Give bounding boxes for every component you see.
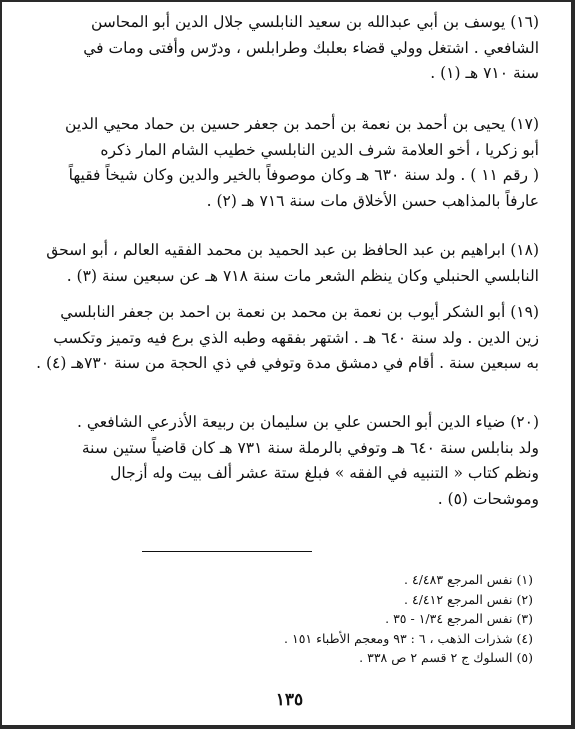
entry-line: (١٦) يوسف بن أبي عبدالله بن سعيد النابلسي جلال الدين أبو المحاسن (90, 13, 539, 31)
footnote: (٢) نفس المرجع ٤/٤١٢ . (404, 591, 533, 607)
entry-line: زين الدين . ولد سنة ٦٤٠ هـ . اشتهر بفقهه وطبه الذي برع فيه وتميز وتكسب (53, 328, 539, 347)
entry-line: (١٧) يحيى بن أحمد بن نعمة بن أحمد بن جعفر حسين بن حماد محيي الدين (65, 115, 539, 133)
footnote: (٥) السلوك ج ٢ قسم ٢ ص ٣٣٨ . (359, 650, 533, 665)
entry-17 (65, 112, 539, 214)
entry-line: (٢٠) ضياء الدين أبو الحسن علي بن سليمان بن ربيعة الأذرعي الشافعي . (77, 413, 539, 431)
entry-line: ( رقم ١١ ) . ولد سنة ٦٣٠ هـ وكان موصوفاً بالخير والدين وكان شيخاً فقيهاً (68, 166, 539, 184)
footnote: (١) نفس المرجع ٤/٤٨٣ . (404, 572, 533, 587)
entry-line: ولد بنابلس سنة ٦٤٠ هـ وتوفي بالرملة سنة ٧٣١ هـ كان قاضياً ستين سنة (81, 438, 539, 457)
footnote: (٣) نفس المرجع ١/٣٤ - ٣٥ . (385, 611, 533, 626)
page-number: ١٣٥ (275, 690, 304, 710)
entry-line: (١٩) أبو الشكر أيوب بن نعمة بن محمد بن نعمة بن احمد بن جعفر النابلسي (60, 303, 539, 321)
footnote-divider (142, 551, 312, 552)
entry-19 (36, 300, 539, 377)
entry-line: سنة ٧١٠ هـ (١) . (430, 64, 539, 82)
entry-line: النابلسي الحنبلي وكان ينظم الشعر مات سنة ٧١٨ هـ عن سبعين سنة (٣) . (66, 266, 539, 285)
entry-line: الشافعي . اشتغل وولي قضاء بعلبك وطرابلس ، ودرّس وأفتى ومات في (83, 38, 539, 57)
entry-line: أبو زكريا ، أخو العلامة شرف الدين النابلسي خطيب الشام المار ذكره (100, 140, 539, 159)
entry-20 (77, 410, 539, 512)
footnote: (٤) شذرات الذهب ، ٦ : ٩٣ ومعجم الأطباء ١٥١ . (284, 630, 533, 646)
footnotes (233, 570, 533, 668)
entry-16 (83, 10, 539, 87)
entry-line: وموشحات (٥) . (437, 489, 539, 508)
entry-18 (46, 238, 539, 289)
entry-line: ونظم كتاب « التنبيه في الفقه » فبلغ ستة عشر ألف بيت وله أزجال (110, 464, 539, 482)
entry-line: به سبعين سنة . أقام في دمشق مدة وتوفي في ذي الحجة من سنة ٧٣٠هـ (٤) . (36, 354, 539, 372)
entry-line: (١٨) ابراهيم بن عبد الحافظ بن عبد الحميد بن محمد الفقيه العالم ، أبو اسحق (46, 241, 539, 259)
entry-line: عارفاً بالمذاهب حسن الأخلاق مات سنة ٧١٦ هـ (٢) . (206, 191, 539, 210)
